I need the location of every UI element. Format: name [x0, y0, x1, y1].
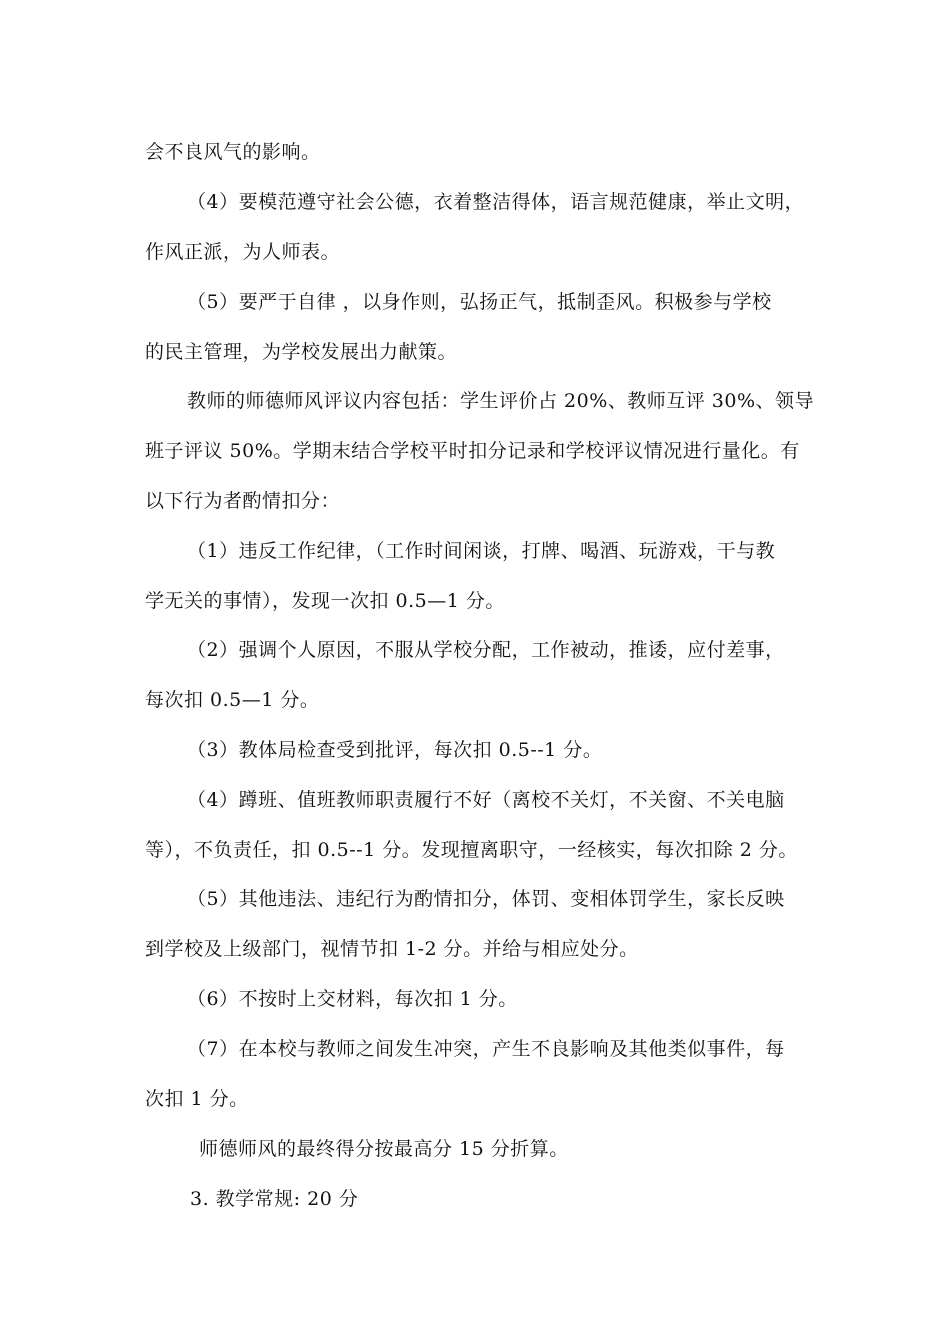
- text-line: （4）要模范遵守社会公德，衣着整洁得体，语言规范健康，举止文明，: [187, 191, 805, 213]
- text-line: 次扣 1 分。: [145, 1088, 249, 1110]
- text-line: 班子评议 50%。学期末结合学校平时扣分记录和学校评议情况进行量化。有: [145, 440, 800, 462]
- text-line: 作风正派，为人师表。: [145, 241, 341, 263]
- text-line: 等），不负责任，扣 0.5--1 分。发现擅离职守，一经核实，每次扣除 2 分。: [145, 839, 798, 861]
- text-line: （2）强调个人原因，不服从学校分配，工作被动，推诿，应付差事，: [187, 639, 785, 661]
- text-line: （1）违反工作纪律，（工作时间闲谈，打牌、喝酒、玩游戏，干与教: [187, 540, 776, 562]
- text-line: （3）教体局检查受到批评，每次扣 0.5--1 分。: [187, 739, 603, 761]
- text-line: 每次扣 0.5—1 分。: [145, 689, 320, 711]
- text-line: 学无关的事情），发现一次扣 0.5—1 分。: [145, 590, 505, 612]
- text-line: 到学校及上级部门，视情节扣 1-2 分。并给与相应处分。: [145, 938, 639, 960]
- text-line: 师德师风的最终得分按最高分 15 分折算。: [199, 1138, 569, 1160]
- text-line: （6）不按时上交材料，每次扣 1 分。: [187, 988, 518, 1010]
- text-line: 教师的师德师风评议内容包括：学生评价占 20%、教师互评 30%、领导: [187, 390, 815, 412]
- text-line: 以下行为者酌情扣分：: [145, 490, 341, 512]
- section-heading: 3. 教学常规: 20 分: [190, 1188, 359, 1210]
- text-line: （5）其他违法、违纪行为酌情扣分，体罚、变相体罚学生，家长反映: [187, 888, 785, 910]
- text-line: 会不良风气的影响。: [145, 141, 321, 163]
- text-line: （4）蹲班、值班教师职责履行不好（离校不关灯，不关窗、不关电脑: [187, 789, 785, 811]
- text-line: （5）要严于自律 ，以身作则，弘扬正气，抵制歪风。积极参与学校: [187, 291, 772, 313]
- text-line: 的民主管理，为学校发展出力献策。: [145, 341, 458, 363]
- text-line: （7）在本校与教师之间发生冲突，产生不良影响及其他类似事件，每: [187, 1038, 785, 1060]
